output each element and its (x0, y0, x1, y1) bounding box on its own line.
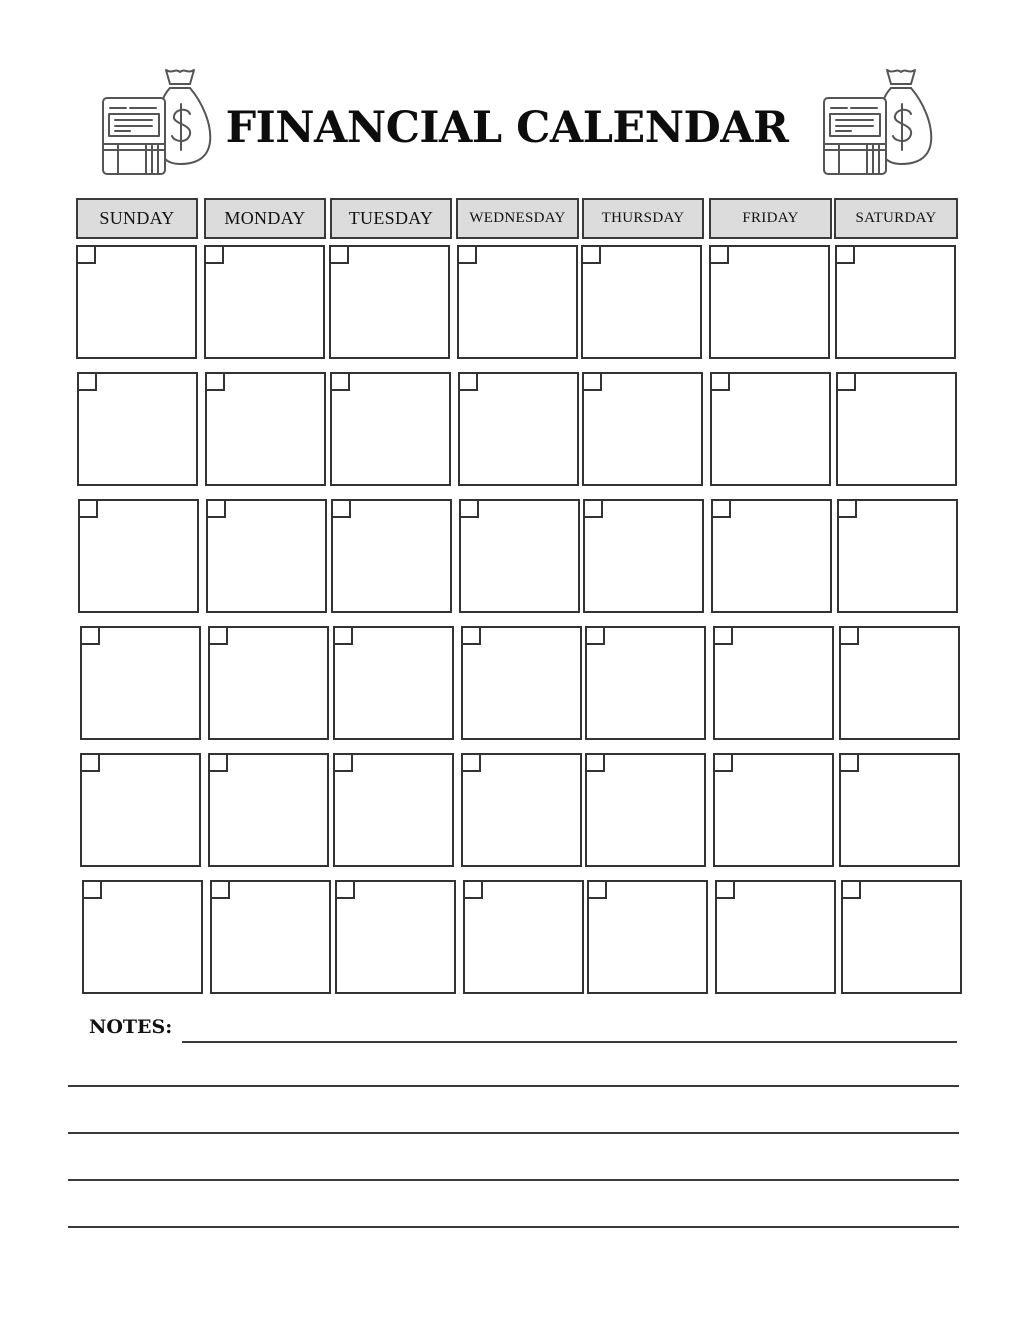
day-cell[interactable] (839, 753, 960, 867)
day-cell[interactable] (204, 245, 325, 359)
day-checkbox[interactable] (335, 880, 355, 899)
notes-line[interactable] (68, 1132, 959, 1134)
day-cell[interactable] (711, 499, 832, 613)
day-cell[interactable] (585, 753, 706, 867)
weekday-sunday: SUNDAY (76, 198, 198, 239)
day-checkbox[interactable] (457, 245, 477, 264)
day-checkbox[interactable] (585, 626, 605, 645)
day-cell[interactable] (78, 499, 199, 613)
day-cell[interactable] (77, 372, 198, 486)
day-cell[interactable] (585, 626, 706, 740)
day-checkbox[interactable] (587, 880, 607, 899)
day-cell[interactable] (333, 753, 454, 867)
day-checkbox[interactable] (210, 880, 230, 899)
day-cell[interactable] (331, 499, 452, 613)
day-checkbox[interactable] (330, 372, 350, 391)
day-cell[interactable] (713, 626, 834, 740)
day-checkbox[interactable] (839, 626, 859, 645)
day-checkbox[interactable] (585, 753, 605, 772)
day-checkbox[interactable] (713, 626, 733, 645)
day-checkbox[interactable] (208, 626, 228, 645)
day-checkbox[interactable] (206, 499, 226, 518)
day-checkbox[interactable] (77, 372, 97, 391)
weekday-monday: MONDAY (204, 198, 326, 239)
day-checkbox[interactable] (836, 372, 856, 391)
day-checkbox[interactable] (458, 372, 478, 391)
day-checkbox[interactable] (461, 626, 481, 645)
day-checkbox[interactable] (581, 245, 601, 264)
day-checkbox[interactable] (583, 499, 603, 518)
day-checkbox[interactable] (76, 245, 96, 264)
weekday-saturday: SATURDAY (834, 198, 958, 239)
day-cell[interactable] (208, 753, 329, 867)
day-checkbox[interactable] (329, 245, 349, 264)
day-checkbox[interactable] (711, 499, 731, 518)
day-checkbox[interactable] (715, 880, 735, 899)
day-checkbox[interactable] (82, 880, 102, 899)
day-cell[interactable] (80, 753, 201, 867)
day-cell[interactable] (205, 372, 326, 486)
day-cell[interactable] (715, 880, 836, 994)
day-cell[interactable] (335, 880, 456, 994)
day-cell[interactable] (208, 626, 329, 740)
calculator-money-bag-icon (821, 66, 933, 178)
day-checkbox[interactable] (713, 753, 733, 772)
notes-line[interactable] (182, 1041, 957, 1043)
weekday-wednesday: WEDNESDAY (456, 198, 579, 239)
page-title: FINANCIAL CALENDAR (225, 103, 789, 153)
day-cell[interactable] (710, 372, 831, 486)
notes-line[interactable] (68, 1179, 959, 1181)
day-cell[interactable] (329, 245, 450, 359)
day-cell[interactable] (210, 880, 331, 994)
day-checkbox[interactable] (835, 245, 855, 264)
day-cell[interactable] (587, 880, 708, 994)
day-checkbox[interactable] (459, 499, 479, 518)
day-cell[interactable] (836, 372, 957, 486)
day-cell[interactable] (839, 626, 960, 740)
day-checkbox[interactable] (709, 245, 729, 264)
day-checkbox[interactable] (839, 753, 859, 772)
day-checkbox[interactable] (841, 880, 861, 899)
day-cell[interactable] (459, 499, 580, 613)
day-checkbox[interactable] (205, 372, 225, 391)
day-cell[interactable] (330, 372, 451, 486)
weekday-thursday: THURSDAY (582, 198, 704, 239)
day-checkbox[interactable] (80, 626, 100, 645)
day-checkbox[interactable] (837, 499, 857, 518)
day-checkbox[interactable] (333, 626, 353, 645)
day-checkbox[interactable] (78, 499, 98, 518)
day-checkbox[interactable] (461, 753, 481, 772)
day-checkbox[interactable] (208, 753, 228, 772)
day-cell[interactable] (76, 245, 197, 359)
day-cell[interactable] (463, 880, 584, 994)
day-cell[interactable] (458, 372, 579, 486)
day-cell[interactable] (835, 245, 956, 359)
weekday-friday: FRIDAY (709, 198, 832, 239)
day-checkbox[interactable] (333, 753, 353, 772)
day-cell[interactable] (709, 245, 830, 359)
day-cell[interactable] (206, 499, 327, 613)
day-checkbox[interactable] (463, 880, 483, 899)
day-cell[interactable] (837, 499, 958, 613)
day-cell[interactable] (582, 372, 703, 486)
day-cell[interactable] (333, 626, 454, 740)
day-checkbox[interactable] (710, 372, 730, 391)
day-cell[interactable] (457, 245, 578, 359)
day-cell[interactable] (583, 499, 704, 613)
day-cell[interactable] (461, 753, 582, 867)
day-checkbox[interactable] (582, 372, 602, 391)
day-checkbox[interactable] (331, 499, 351, 518)
day-cell[interactable] (581, 245, 702, 359)
notes-line[interactable] (68, 1226, 959, 1228)
day-cell[interactable] (80, 626, 201, 740)
weekday-tuesday: TUESDAY (330, 198, 452, 239)
day-cell[interactable] (713, 753, 834, 867)
day-cell[interactable] (461, 626, 582, 740)
notes-line[interactable] (68, 1085, 959, 1087)
day-cell[interactable] (82, 880, 203, 994)
day-checkbox[interactable] (80, 753, 100, 772)
notes-label: NOTES: (89, 1016, 173, 1038)
day-checkbox[interactable] (204, 245, 224, 264)
day-cell[interactable] (841, 880, 962, 994)
